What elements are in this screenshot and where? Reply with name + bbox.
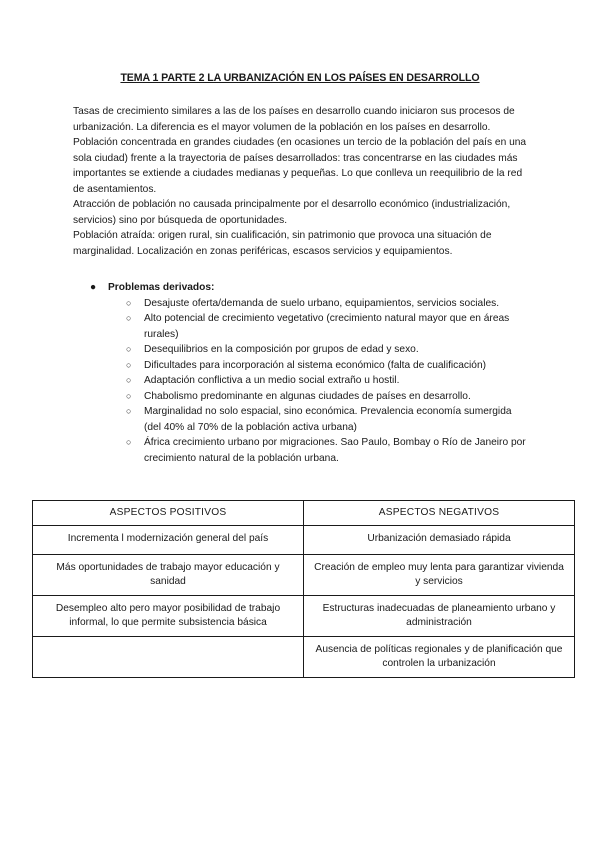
problems-heading	[90, 280, 530, 296]
table-cell: Estructuras inadecuadas de planeamiento urbano y administración	[304, 596, 575, 637]
page-title: TEMA 1 PARTE 2 LA URBANIZACIÓN EN LOS PAÍSES EN DESARROLLO	[120, 72, 480, 84]
aspects-table	[32, 500, 575, 678]
table-header-row	[33, 501, 575, 526]
bullet-icon: ●	[90, 282, 97, 293]
circle-bullet-icon: ○	[126, 375, 132, 385]
list-item-text: Adaptación conflictiva a un medio social extraño u hostil.	[144, 375, 400, 386]
table-row	[33, 526, 575, 555]
table-cell	[33, 637, 304, 678]
list-item	[126, 373, 530, 389]
circle-bullet-icon: ○	[126, 359, 132, 370]
paragraph: Tasas de crecimiento similares a las de los países en desarrollo cuando iniciaron sus procesos de urbanización. La diferencia es el mayor volumen de la población en los países en desarrollo.	[73, 106, 515, 133]
list-item	[126, 296, 530, 312]
list-item	[126, 389, 530, 405]
circle-bullet-icon: ○	[126, 390, 132, 401]
paragraph: Población concentrada en grandes ciudades (en ocasiones un tercio de la población del país en una sola ciudad) frente a la trayectoria de países desarrollados: tras concentrarse en las ciudades más importantes se extiende a ciudades medianas y pequeñas. Lo que conlleva un reequilibrio de la red de asentamientos.	[73, 137, 527, 195]
table-cell: Desempleo alto pero mayor posibilidad de trabajo informal, lo que permite subsistencia básica	[33, 596, 304, 637]
circle-bullet-icon: ○	[126, 344, 132, 354]
header-negative: ASPECTOS NEGATIVOS	[304, 501, 575, 526]
list-item-text: Marginalidad no solo espacial, sino económica. Prevalencia economía sumergida (del 40% al 70% de la población activa urbana)	[144, 406, 512, 433]
table-row	[33, 596, 575, 637]
table-row	[33, 637, 575, 678]
paragraph: Atracción de población no causada principalmente por el desarrollo económico (industrialización, servicios) sino por búsqueda de oportunidades.	[73, 199, 511, 226]
table-row	[33, 555, 575, 596]
table-cell: Incrementa l modernización general del país	[33, 526, 304, 555]
list-item	[126, 404, 530, 435]
list-item	[126, 342, 530, 358]
table-cell: Más oportunidades de trabajo mayor educación y sanidad	[33, 555, 304, 596]
problems-heading-text: Problemas derivados:	[108, 282, 215, 293]
table-cell: Ausencia de políticas regionales y de planificación que controlen la urbanización	[304, 637, 575, 678]
header-positive: ASPECTOS POSITIVOS	[33, 501, 304, 526]
list-item-text: África crecimiento urbano por migraciones. Sao Paulo, Bombay o Río de Janeiro por crecimiento natural de la población urbana.	[144, 437, 526, 464]
list-item	[126, 435, 530, 466]
intro-text	[73, 104, 533, 259]
circle-bullet-icon: ○	[126, 313, 132, 323]
list-item-text: Desajuste oferta/demanda de suelo urbano, equipamientos, servicios sociales.	[144, 297, 500, 309]
table-cell: Creación de empleo muy lenta para garantizar vivienda y servicios	[304, 555, 575, 596]
list-item-text: Desequilibrios en la composición por grupos de edad y sexo.	[144, 344, 419, 355]
circle-bullet-icon: ○	[126, 437, 132, 447]
list-item-text: Chabolismo predominante en algunas ciudades de países en desarrollo.	[144, 390, 471, 402]
circle-bullet-icon: ○	[126, 297, 132, 308]
list-item-text: Alto potencial de crecimiento vegetativo (crecimiento natural mayor que en áreas rurales)	[144, 313, 510, 340]
list-item	[126, 358, 530, 374]
problems-section	[90, 280, 530, 466]
circle-bullet-icon: ○	[126, 406, 132, 416]
table-cell: Urbanización demasiado rápida	[304, 526, 575, 555]
list-item	[126, 311, 530, 342]
problems-list	[90, 296, 530, 467]
paragraph: Población atraída: origen rural, sin cualificación, sin patrimonio que provoca una situación de marginalidad. Localización en zonas periféricas, escasos servicios y equipamientos.	[73, 230, 492, 257]
list-item-text: Dificultades para incorporación al sistema económico (falta de cualificación)	[144, 359, 487, 371]
